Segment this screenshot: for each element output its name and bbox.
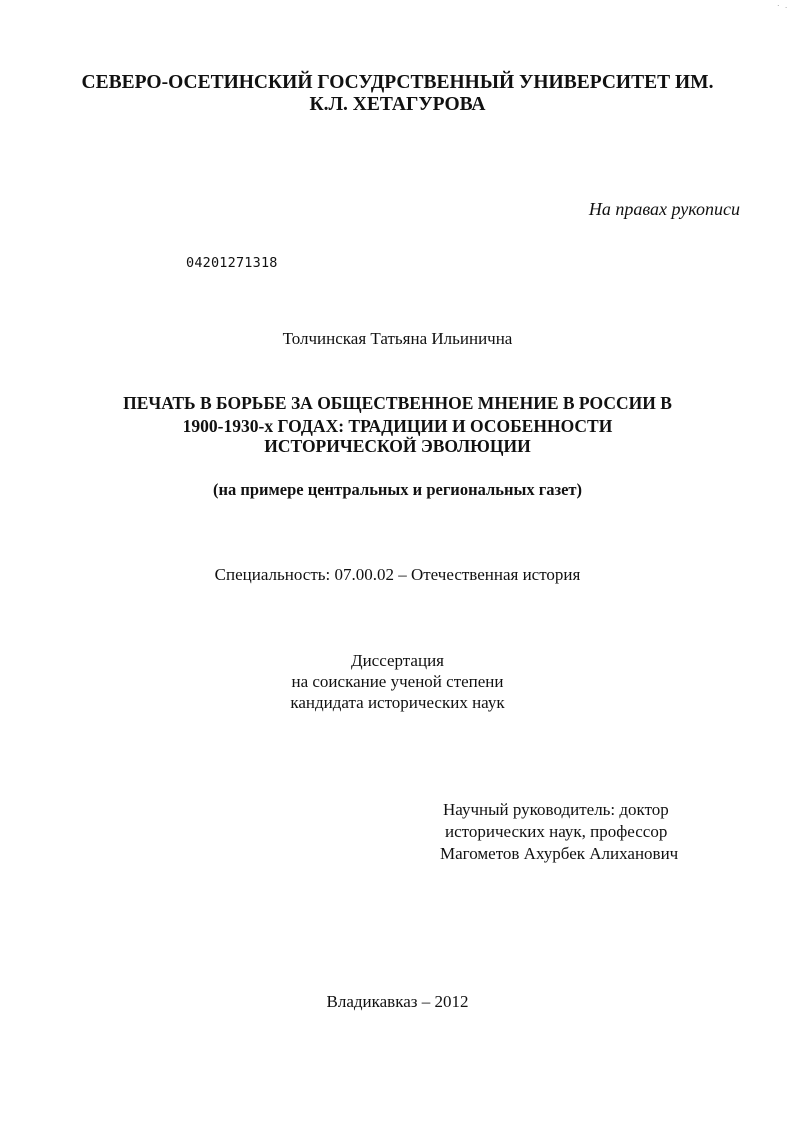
dissertation-line-3: кандидата исторических наук [290, 693, 505, 712]
registration-code: 04201271318 [186, 255, 278, 271]
dissertation-line-2: на соискание ученой степени [291, 672, 504, 691]
dissertation-line-1: Диссертация [350, 651, 444, 670]
place-and-year: Владикавказ – 2012 [326, 992, 469, 1011]
scan-corner-mark: · . [777, 3, 789, 10]
supervisor-line-1: Научный руководитель: доктор [443, 800, 669, 819]
university-name-line-2: К.Л. ХЕТАГУРОВА [309, 94, 486, 115]
subtitle: (на примере центральных и региональных газет) [212, 480, 583, 499]
title-line-1: ПЕЧАТЬ В БОРЬБЕ ЗА ОБЩЕСТВЕННОЕ МНЕНИЕ В РОССИИ В [123, 393, 672, 413]
supervisor-line-2: исторических наук, профессор [445, 822, 668, 841]
specialty: Специальность: 07.00.02 – Отечественная история [214, 565, 581, 584]
title-line-3: ИСТОРИЧЕСКОЙ ЭВОЛЮЦИИ [264, 436, 531, 456]
manuscript-note: На правах рукописи [588, 199, 740, 219]
author-name: Толчинская Татьяна Ильинична [282, 329, 513, 348]
supervisor-line-3: Магометов Ахурбек Алиханович [440, 844, 679, 863]
university-name-line-1: СЕВЕРО-ОСЕТИНСКИЙ ГОСУДРСТВЕННЫЙ УНИВЕРСИТЕТ ИМ. [81, 72, 714, 93]
title-line-2: 1900-1930-х ГОДАХ: ТРАДИЦИИ И ОСОБЕННОСТИ [182, 416, 613, 436]
